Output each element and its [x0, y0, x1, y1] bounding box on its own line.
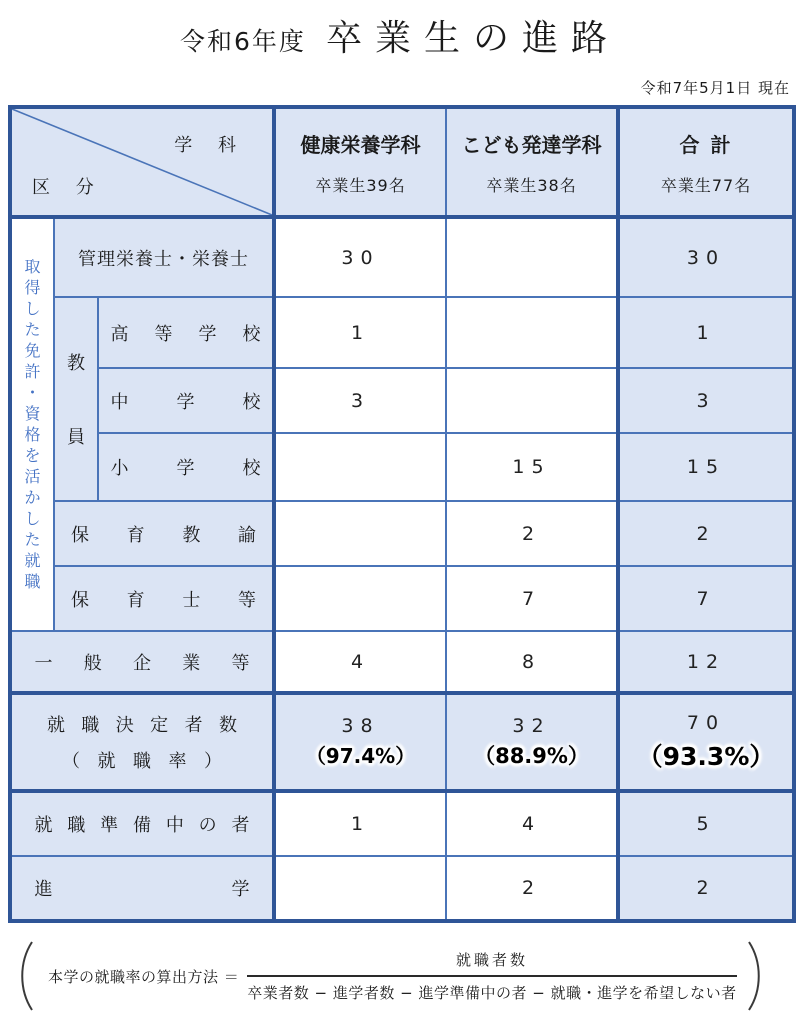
- graduate-count: 卒業生38名: [486, 175, 577, 195]
- table-row: [10, 856, 794, 921]
- page-title: [0, 10, 800, 61]
- total-cell: 70 （93.3%）: [618, 693, 794, 791]
- value-cell: 1: [274, 297, 446, 368]
- value-cell: [274, 501, 446, 566]
- table-row: [10, 368, 794, 433]
- total-cell: 1: [618, 297, 794, 368]
- value-cell: 2: [446, 856, 618, 921]
- total-cell: 2: [618, 501, 794, 566]
- value-cell: 2: [446, 501, 618, 566]
- diagonal-line: [12, 109, 272, 215]
- value-cell: [274, 856, 446, 921]
- total-cell: 15: [618, 433, 794, 501]
- value-cell: [446, 217, 618, 297]
- total-cell: 30: [618, 217, 794, 297]
- value-cell: 4: [446, 791, 618, 856]
- table-row: [10, 217, 794, 297]
- value-cell: 3: [274, 368, 446, 433]
- results-table: [8, 105, 796, 923]
- title-fiscal-year: 令和6年度: [180, 27, 306, 56]
- value-cell: 32 （88.9%）: [446, 693, 618, 791]
- row-label: 小 学 校: [98, 433, 274, 501]
- license-group-label: 取 得 し た 免 許 ・ 資 格 を 活 か し た 就 職: [24, 257, 41, 591]
- teacher-group-label: 教 員: [67, 353, 85, 448]
- corner-label-department: 学 科: [174, 135, 247, 156]
- employment-rate-formula: [14, 939, 792, 1013]
- license-group-cell: [10, 217, 54, 631]
- total-cell: 7: [618, 566, 794, 631]
- row-label: 保 育 士 等: [54, 566, 274, 631]
- formula-numerator: 就職者数: [455, 951, 528, 969]
- left-paren: [14, 939, 36, 1013]
- table-row: [10, 297, 794, 368]
- column-header-nutrition: [274, 107, 446, 217]
- department-name: 健康栄養学科: [300, 132, 421, 157]
- as-of-date: 令和7年5月1日 現在: [640, 79, 790, 97]
- formula-lead: 本学の就職率の算出方法 ＝: [48, 967, 240, 986]
- table-row: [10, 791, 794, 856]
- formula-fraction: [247, 949, 736, 1003]
- employment-rate-total: （93.3%）: [637, 741, 775, 771]
- total-cell: 12: [618, 631, 794, 693]
- right-paren: [745, 939, 767, 1013]
- value-cell: 30: [274, 217, 446, 297]
- row-label: 高 等 学 校: [98, 297, 274, 368]
- value-cell: [446, 297, 618, 368]
- department-name: こども発達学科: [461, 132, 602, 157]
- graduate-count: 卒業生77名: [660, 175, 752, 195]
- value-cell: 15: [446, 433, 618, 501]
- row-label: 就 職 準 備 中 の 者: [10, 791, 274, 856]
- value-cell: [446, 368, 618, 433]
- value-cell: 8: [446, 631, 618, 693]
- department-name: 合 計: [679, 132, 733, 157]
- employment-rate: （97.4%）: [305, 744, 416, 768]
- value-cell: 7: [446, 566, 618, 631]
- table-row: [10, 501, 794, 566]
- teacher-group-cell: [54, 297, 98, 501]
- formula-denominator: 卒業者数 − 進学者数 − 進学準備中の者 − 就職・進学を希望しない者: [247, 975, 736, 1003]
- value-cell: [274, 433, 446, 501]
- total-cell: 3: [618, 368, 794, 433]
- row-label: 就 職 決 定 者 数 （ 就 職 率 ）: [10, 693, 274, 791]
- row-label: 進 学: [10, 856, 274, 921]
- corner-cell: [10, 107, 274, 217]
- value-cell: 38 （97.4%）: [274, 693, 446, 791]
- row-label: 管理栄養士・栄養士: [54, 217, 274, 297]
- employment-rate: （88.9%）: [474, 743, 589, 768]
- header-row: [10, 107, 794, 217]
- table-row: [10, 433, 794, 501]
- row-label: 保 育 教 諭: [54, 501, 274, 566]
- value-cell: 1: [274, 791, 446, 856]
- table-row: [10, 631, 794, 693]
- graduate-count: 卒業生39名: [315, 175, 406, 195]
- total-cell: 2: [618, 856, 794, 921]
- total-cell: 5: [618, 791, 794, 856]
- employment-rate-row: [10, 693, 794, 791]
- column-header-total: [618, 107, 794, 217]
- row-label: 中 学 校: [98, 368, 274, 433]
- column-header-child-dev: [446, 107, 618, 217]
- value-cell: [274, 566, 446, 631]
- title-main: 卒業生の進路: [325, 18, 620, 59]
- value-cell: 4: [274, 631, 446, 693]
- table-row: [10, 566, 794, 631]
- corner-label-category: 区 分: [32, 177, 104, 198]
- row-label: 一 般 企 業 等: [10, 631, 274, 693]
